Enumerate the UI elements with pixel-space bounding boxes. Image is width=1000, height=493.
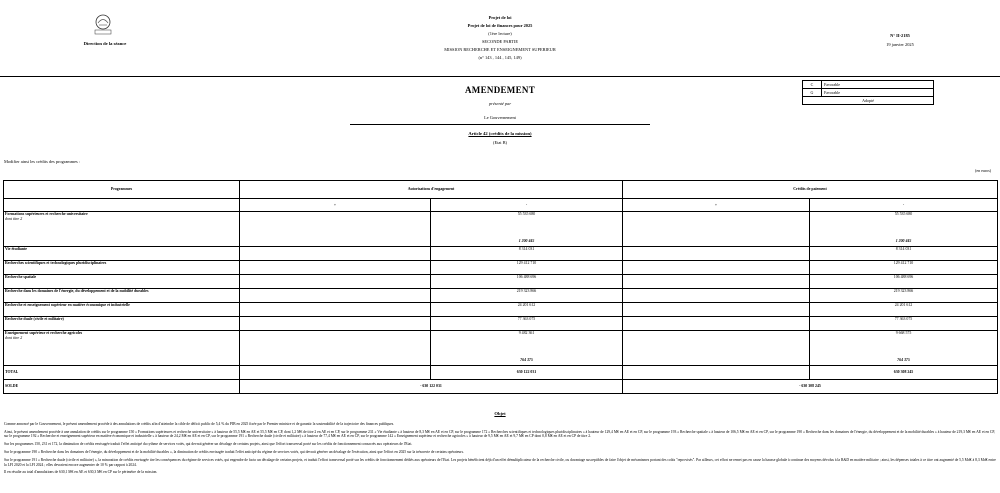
minus-ae-value: 219 323 866 — [431, 289, 623, 303]
plus-ae-cell — [240, 261, 431, 275]
table-row — [4, 212, 998, 247]
amendment-date: 19 janvier 2025 — [886, 41, 914, 47]
table-row — [4, 331, 998, 366]
col-header-cp: Crédits de paiement — [623, 181, 998, 199]
plus-cp-cell — [623, 331, 810, 366]
program-note: dont titre 2 — [5, 216, 23, 221]
plus-ae-cell — [240, 331, 431, 366]
minus-ae-t2: 1 200 445 — [518, 238, 535, 243]
sign-plus: + — [240, 199, 431, 212]
minus-cp-value: 24 201 612 — [810, 303, 998, 317]
program-name: Recherche dans les domaines de l'énergie, du développement et de la mobilité durables — [5, 289, 149, 293]
solde-cp: - 630 308 245 — [623, 380, 998, 394]
minus-ae-value: 55 535 680 — [517, 212, 536, 216]
plus-ae-cell — [240, 303, 431, 317]
credits-table — [3, 180, 998, 394]
minus-ae-value: 129 412 710 — [431, 261, 623, 275]
bill-header — [400, 15, 600, 64]
minus-ae-value: 24 201 612 — [431, 303, 623, 317]
table-header-row — [4, 181, 998, 199]
program-cell — [4, 317, 240, 331]
minus-ae-cell — [431, 212, 623, 247]
amendment-number: N° II-2185 — [890, 33, 910, 38]
bill-type: Projet de loi — [488, 15, 512, 20]
plus-cp-cell — [623, 247, 810, 261]
decision-symbol: G — [803, 89, 822, 96]
mission: MISSION RECHERCHE ET ENSEIGNEMENT SUPERIEUR — [444, 47, 556, 53]
minus-ae-value: 8 314 031 — [431, 247, 623, 261]
minus-ae-value: 106 488 696 — [431, 275, 623, 289]
solde-ae: - 630 122 031 — [240, 380, 623, 394]
table-row — [4, 275, 998, 289]
minus-cp-t2: 1 200 445 — [895, 238, 912, 243]
total-plus-cp — [623, 366, 810, 380]
program-name: Recherche spatiale — [5, 275, 37, 279]
plus-ae-cell — [240, 247, 431, 261]
plus-ae-cell — [240, 289, 431, 303]
objet-paragraph: Sur les programmes 150, 231 et 172, la diminution de crédits envisagée traduit l'effet anticipé du rythme de services votés, qui devrait générer un décalage de certains projets, ainsi que l'effort transversal porté sur les crédits de fonctionnement consacrés aux opérateurs de l'Etat. — [4, 442, 413, 447]
article-reference: Article 42 (crédits de la mission) — [468, 131, 532, 137]
total-row — [4, 366, 998, 380]
minus-ae-value: 9 482 361 — [518, 331, 535, 335]
table-row — [4, 317, 998, 331]
reading: (1ère lecture) — [488, 31, 512, 37]
minus-cp-t2: 764 375 — [897, 357, 910, 362]
program-name: Recherche et enseignement supérieur en matière économique et industrielle — [5, 303, 130, 307]
program-cell — [4, 289, 240, 303]
sign-row — [4, 199, 998, 212]
objet-body — [4, 422, 997, 478]
total-ae: 630 122 031 — [431, 366, 623, 380]
minus-ae-value: 77 363 075 — [431, 317, 623, 331]
minus-cp-value: 77 363 075 — [810, 317, 998, 331]
col-header-ae: Autorisations d'engagement — [240, 181, 623, 199]
plus-cp-cell — [623, 303, 810, 317]
table-row — [4, 261, 998, 275]
minus-cp-value: 55 535 680 — [894, 212, 913, 216]
program-cell — [4, 212, 240, 247]
decision-status: Adopté — [862, 98, 874, 103]
plus-cp-cell — [623, 275, 810, 289]
objet-paragraph: Sur le programme 190 « Recherche dans les domaines de l'énergie, du développement et de la mobilité durables », la diminution de crédits envisagée traduit l'effet anticipé du régime de services votés, qui devrait générer un décalage de l'exécution, ainsi que l'effort en 2025 sur la trésorerie de certains opérateurs. — [4, 450, 464, 455]
plus-cp-cell — [623, 289, 810, 303]
minus-cp-value: 106 488 696 — [810, 275, 998, 289]
program-cell — [4, 303, 240, 317]
minus-cp-value: 219 323 866 — [810, 289, 998, 303]
plus-ae-cell — [240, 212, 431, 247]
program-cell — [4, 331, 240, 366]
table-row — [4, 289, 998, 303]
table-row — [4, 247, 998, 261]
author: Le Gouvernement — [484, 114, 516, 120]
solde-row — [4, 380, 998, 394]
minus-cp-value: 129 412 710 — [810, 261, 998, 275]
plus-ae-cell — [240, 275, 431, 289]
program-cell — [4, 275, 240, 289]
program-cell — [4, 247, 240, 261]
unit-label: (en euros) — [975, 168, 992, 173]
decision-label: Favorable — [824, 90, 840, 95]
objet-title: Objet — [494, 411, 506, 416]
program-name: Recherches scientifiques et technologiques pluridisciplinaires — [5, 261, 107, 265]
state-reference: (Etat B) — [492, 139, 508, 145]
decision-box — [802, 80, 934, 105]
decision-symbol: C — [803, 81, 822, 88]
minus-cp-value: 9 668 575 — [895, 331, 912, 335]
intro-text: Modifier ainsi les crédits des programmes : — [4, 159, 81, 164]
plus-cp-cell — [623, 261, 810, 275]
minus-ae-cell — [431, 331, 623, 366]
sign-plus: + — [623, 199, 810, 212]
sign-minus: - — [431, 199, 623, 212]
empty-cell — [4, 199, 240, 212]
total-label: TOTAL — [4, 366, 240, 380]
minus-cp-cell — [810, 331, 998, 366]
program-name: Formations supérieures et recherche universitaire — [5, 212, 88, 216]
decision-row-commission — [803, 81, 933, 89]
bill-title: Projet de loi de finances pour 2025 — [467, 23, 533, 29]
minus-cp-cell — [810, 212, 998, 247]
total-plus-ae — [240, 366, 431, 380]
objet-paragraph: Ainsi, le présent amendement procède à une annulation de crédits sur le programme 150 « Formations supérieures et recherche universitaire » à hauteur de 55,5 M€ en AE et 55,5 M€ en CP, dont 1,2 M€ de titre 2 en AE et en CP, sur le programme 231 « Vie étudiante » à hauteur de 8,3 M€ en AE et en CP, sur le programme 172 « Recherches scientifiques et technologiques pluridisciplinaires » à hauteur de 129,4 M€ en AE et en CP, sur le programme 193 « Recherche spatiale » à hauteur de 106,5 M€ en AE et en CP, sur le programme 190 « Recherche dans les domaines de l'énergie, du développement et de la mobilité durables » à hauteur de 219,3 M€ en AE et en CP, sur le programme 192 « Recherche et enseignement supérieur en matière économique et industrielle » à hauteur de 24,2 M€ en AE et en CP, sur le programme 191 « Recherche duale (civile et militaire) » à hauteur de 77,4 M€ en AE et en CP, sur le programme 142 « Enseignement supérieur et recherche agricoles » à hauteur de 9,5 M€ en AE et 9,7 M€ en CP dont 0,8 M€ en AE et en CP de titre 2. — [4, 429, 995, 439]
objet-paragraph: Sur le programme 191 « Recherche duale (civile et militaire) », la minoration de crédits envisagée tire les conséquences du régime de services votés, qui engendre de facto un décalage de certains projets, et traduit l'effort transversal porté sur les crédits de fonctionnement dédiés aux opérateurs de l'Etat. Les projets bénéficient déjà d'un effet démultiplicateur de la recherche civile, ou davantage susceptibles de faire l'objet de mécanismes portant des coûts "reprovisés". Par ailleurs, cet effort ne remet pas en cause la hausse globale à continue des moyens dévolus à la R&D en matière militaire ; ainsi, les dépenses totales à ce titre ont augmenté de 5,5 Md€ à 8,3 Md€ entre la LFI 2020 et la LFI 2024 ; elles devraient encore augmenter de 10 % par rapport à 2024. — [4, 457, 996, 467]
sign-minus: - — [810, 199, 998, 212]
objet-paragraph: Comme annoncé par le Gouvernement, le présent amendement procède à des annulations de crédits afin d'atteindre la cible de déficit public de 5,4 % du PIB en 2025 fixée par le Premier ministre et de garantir la soutenabilité de la trajectoire des finances publiques. — [4, 422, 395, 426]
col-header-programs: Programmes — [4, 181, 240, 199]
bill-numbers: (n° 143 , 144 , 145, 149) — [478, 55, 522, 61]
program-name: Enseignement supérieur et recherche agricoles — [5, 331, 83, 335]
plus-cp-cell — [623, 317, 810, 331]
plus-cp-cell — [623, 212, 810, 247]
amendment-title: AMENDEMENT — [465, 85, 535, 95]
amendment-reference — [870, 33, 930, 47]
title-separator — [350, 124, 650, 125]
amendment-title-block — [340, 85, 660, 145]
minus-cp-value: 8 314 031 — [810, 247, 998, 261]
senate-logo — [93, 14, 113, 36]
minus-ae-t2: 764 375 — [520, 357, 533, 362]
plus-ae-cell — [240, 317, 431, 331]
program-name: Recherche duale (civile et militaire) — [5, 317, 64, 321]
part: SECONDE PARTIE — [481, 39, 519, 45]
direction-label: Direction de la séance — [83, 41, 127, 46]
presented-by: présenté par — [488, 101, 512, 107]
decision-label: Favorable — [824, 82, 840, 87]
header-divider — [0, 76, 1000, 77]
program-note: dont titre 2 — [5, 335, 23, 340]
decision-row-government — [803, 89, 933, 97]
table-row — [4, 303, 998, 317]
objet-paragraph: Il en résulte au total d'annulations de 630,1 M€ en AE et 630,3 M€ en CP sur le périmètre de la mission. — [4, 470, 158, 475]
solde-label: SOLDE — [4, 380, 240, 394]
program-cell — [4, 261, 240, 275]
total-cp: 630 308 245 — [810, 366, 998, 380]
program-name: Vie étudiante — [5, 247, 28, 251]
